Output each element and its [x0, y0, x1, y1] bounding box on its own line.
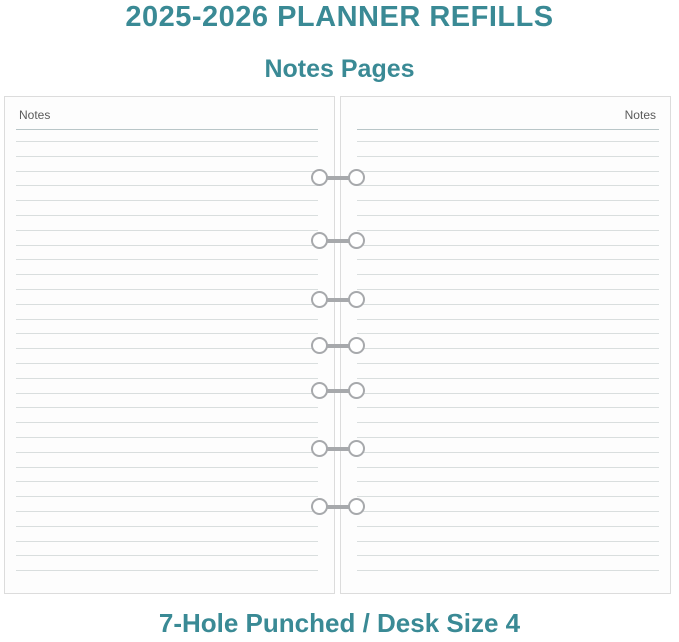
ruled-line	[16, 422, 318, 423]
planner-spread	[4, 96, 675, 594]
left-header-rule	[16, 129, 318, 130]
binding-ring	[311, 231, 365, 251]
ruled-line	[16, 363, 318, 364]
ruled-line	[16, 304, 318, 305]
ruled-line	[357, 437, 659, 438]
ruled-line	[16, 467, 318, 468]
ruled-line	[357, 304, 659, 305]
page-title: 2025-2026 PLANNER REFILLS	[125, 1, 554, 33]
ring-loop-left	[311, 169, 328, 186]
ring-loop-right	[348, 498, 365, 515]
ruled-line	[16, 333, 318, 334]
right-page-content	[341, 97, 670, 593]
ruled-line	[16, 215, 318, 216]
binding-ring	[311, 168, 365, 188]
ruled-line	[16, 541, 318, 542]
ruled-line	[357, 245, 659, 246]
ruled-line	[16, 378, 318, 379]
right-notes-page	[341, 96, 671, 594]
ruled-line	[357, 348, 659, 349]
ruled-line	[357, 378, 659, 379]
ring-loop-right	[348, 382, 365, 399]
ruled-line	[357, 511, 659, 512]
ruled-line	[16, 200, 318, 201]
ruled-line	[357, 230, 659, 231]
ruled-line	[357, 555, 659, 556]
binding-ring	[311, 336, 365, 356]
right-header-rule	[357, 129, 659, 130]
page-footer-caption: 7-Hole Punched / Desk Size 4	[158, 608, 521, 638]
ring-loop-left	[311, 291, 328, 308]
right-notes-label: Notes	[624, 108, 656, 122]
binding-ring	[311, 439, 365, 459]
ruled-line	[357, 481, 659, 482]
ruled-line	[16, 185, 318, 186]
ruled-line	[16, 274, 318, 275]
ruled-line	[357, 289, 659, 290]
ruled-line	[357, 393, 659, 394]
ring-loop-right	[348, 337, 365, 354]
left-notes-page	[4, 96, 334, 594]
ruled-line	[16, 511, 318, 512]
page-subtitle: Notes Pages	[264, 55, 415, 83]
ring-loop-left	[311, 440, 328, 457]
ruled-line	[16, 393, 318, 394]
ruled-line	[16, 437, 318, 438]
ruled-line	[357, 141, 659, 142]
ruled-line	[16, 171, 318, 172]
ring-loop-right	[348, 232, 365, 249]
ring-loop-right	[348, 291, 365, 308]
left-page-content	[5, 97, 334, 593]
ruled-line	[357, 215, 659, 216]
ruled-line	[16, 141, 318, 142]
ruled-line	[16, 230, 318, 231]
ruled-line	[16, 570, 318, 571]
binding-ring	[311, 381, 365, 401]
ruled-line	[16, 259, 318, 260]
ring-loop-left	[311, 232, 328, 249]
ring-loop-left	[311, 382, 328, 399]
ruled-line	[16, 526, 318, 527]
binding-ring	[311, 497, 365, 517]
ring-loop-left	[311, 498, 328, 515]
ring-loop-right	[348, 169, 365, 186]
ruled-line	[16, 407, 318, 408]
ruled-line	[357, 467, 659, 468]
ruled-line	[16, 496, 318, 497]
ruled-line	[357, 541, 659, 542]
ruled-line	[357, 496, 659, 497]
ruled-line	[357, 319, 659, 320]
right-ruled-lines	[357, 141, 659, 583]
ruled-line	[16, 348, 318, 349]
ruled-line	[357, 333, 659, 334]
ruled-line	[16, 245, 318, 246]
ruled-line	[357, 200, 659, 201]
left-notes-label: Notes	[19, 108, 51, 122]
ruled-line	[16, 319, 318, 320]
ring-loop-left	[311, 337, 328, 354]
ruled-line	[357, 526, 659, 527]
ruled-line	[16, 481, 318, 482]
ruled-line	[357, 363, 659, 364]
ruled-line	[357, 259, 659, 260]
ruled-line	[16, 156, 318, 157]
ruled-line	[357, 156, 659, 157]
ruled-line	[357, 407, 659, 408]
binding-ring	[311, 290, 365, 310]
ruled-line	[16, 555, 318, 556]
ruled-line	[357, 171, 659, 172]
ruled-line	[357, 452, 659, 453]
ring-loop-right	[348, 440, 365, 457]
ruled-line	[357, 274, 659, 275]
ruled-line	[16, 452, 318, 453]
left-ruled-lines	[16, 141, 318, 583]
ruled-line	[357, 570, 659, 571]
ruled-line	[357, 185, 659, 186]
ruled-line	[357, 422, 659, 423]
ruled-line	[16, 289, 318, 290]
